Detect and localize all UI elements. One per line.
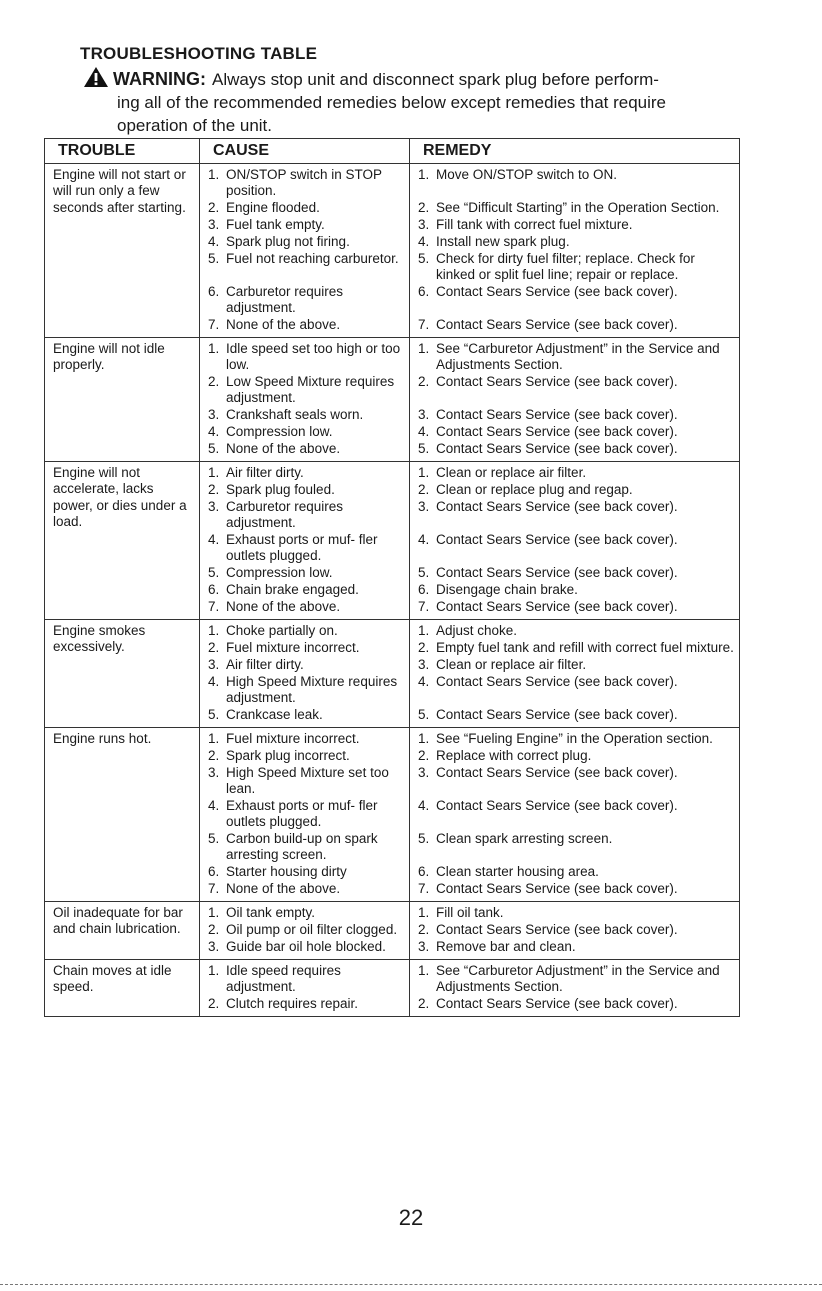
- remedy-item: [418, 657, 735, 674]
- cause-item-number: 5.: [208, 830, 220, 846]
- cause-item: [208, 234, 405, 251]
- cause-item-text: Idle speed requires adjustment.: [226, 962, 341, 994]
- table-row: [45, 163, 740, 337]
- remedy-item: [418, 341, 735, 374]
- remedy-item-number: 1.: [418, 904, 430, 920]
- remedy-item: [418, 963, 735, 996]
- remedy-item-text: Contact Sears Service (see back cover).: [436, 921, 678, 937]
- cause-item-number: 7.: [208, 880, 220, 896]
- cause-item-number: 1.: [208, 340, 220, 356]
- cause-cell: [200, 901, 410, 959]
- remedy-item-number: 5.: [418, 830, 430, 846]
- remedy-item-text: Contact Sears Service (see back cover).: [436, 764, 678, 780]
- remedy-item-number: 1.: [418, 622, 430, 638]
- remedy-item: [418, 482, 735, 499]
- remedy-item-number: 5.: [418, 440, 430, 456]
- cause-cell: [200, 461, 410, 619]
- remedy-item-text: Install new spark plug.: [436, 233, 570, 249]
- cause-item-number: 5.: [208, 706, 220, 722]
- remedy-item: [418, 831, 735, 864]
- cause-item-number: 1.: [208, 730, 220, 746]
- cause-item-number: 4.: [208, 673, 220, 689]
- cause-item-text: Fuel mixture incorrect.: [226, 730, 360, 746]
- remedy-item-text: Contact Sears Service (see back cover).: [436, 423, 678, 439]
- cause-item: [208, 996, 405, 1013]
- cause-item: [208, 465, 405, 482]
- cause-item-number: 6.: [208, 863, 220, 879]
- remedy-item-number: 7.: [418, 598, 430, 614]
- remedy-item-number: 4.: [418, 531, 430, 547]
- cause-item-text: High Speed Mixture set too lean.: [226, 764, 389, 796]
- cause-item-text: None of the above.: [226, 440, 341, 456]
- remedy-item-text: See “Carburetor Adjustment” in the Service and Adjustments Section.: [436, 962, 720, 994]
- cause-item-number: 2.: [208, 373, 220, 389]
- cause-item-text: Crankshaft seals worn.: [226, 406, 364, 422]
- remedy-item-number: 6.: [418, 863, 430, 879]
- cause-item-number: 5.: [208, 440, 220, 456]
- remedy-item: [418, 640, 735, 657]
- warning-label: WARNING:: [113, 69, 206, 89]
- remedy-item: [418, 922, 735, 939]
- remedy-item-number: 2.: [418, 747, 430, 763]
- remedy-item: [418, 532, 735, 565]
- cause-item-number: 4.: [208, 233, 220, 249]
- cause-item-text: Low Speed Mixture requires adjustment.: [226, 373, 395, 405]
- remedy-item-number: 2.: [418, 995, 430, 1011]
- remedy-cell: [410, 337, 740, 461]
- remedy-item-text: Contact Sears Service (see back cover).: [436, 283, 678, 299]
- remedy-item-number: 4.: [418, 797, 430, 813]
- cause-item-text: Spark plug not firing.: [226, 233, 350, 249]
- cause-item: [208, 765, 405, 798]
- cause-item-number: 5.: [208, 564, 220, 580]
- remedy-item: [418, 674, 735, 707]
- remedy-item-text: See “Carburetor Adjustment” in the Service and Adjustments Section.: [436, 340, 720, 372]
- remedy-item-text: Disengage chain brake.: [436, 581, 578, 597]
- remedy-item: [418, 499, 735, 532]
- cause-item: [208, 582, 405, 599]
- table-row: [45, 727, 740, 901]
- remedy-item: [418, 251, 735, 284]
- remedy-item-number: 4.: [418, 673, 430, 689]
- remedy-item: [418, 905, 735, 922]
- remedy-item-text: Contact Sears Service (see back cover).: [436, 498, 678, 514]
- remedy-item-number: 5.: [418, 250, 430, 266]
- cause-item: [208, 939, 405, 956]
- remedy-cell: [410, 619, 740, 727]
- remedy-item-number: 1.: [418, 166, 430, 182]
- cause-item-text: Fuel not reaching carburetor.: [226, 250, 399, 266]
- cause-item-number: 2.: [208, 747, 220, 763]
- remedy-item-number: 2.: [418, 199, 430, 215]
- cause-item-number: 2.: [208, 921, 220, 937]
- cause-item: [208, 217, 405, 234]
- cause-item: [208, 499, 405, 532]
- cause-item-text: None of the above.: [226, 880, 341, 896]
- cause-item: [208, 482, 405, 499]
- remedy-item: [418, 234, 735, 251]
- remedy-item-number: 1.: [418, 340, 430, 356]
- cause-item-number: 2.: [208, 199, 220, 215]
- cause-item-text: Carbon build-up on spark arresting screen.: [226, 830, 378, 862]
- remedy-item-text: Contact Sears Service (see back cover).: [436, 440, 678, 456]
- cause-cell: [200, 619, 410, 727]
- cause-item-number: 1.: [208, 166, 220, 182]
- remedy-cell: [410, 959, 740, 1016]
- remedy-item: [418, 582, 735, 599]
- header-trouble: TROUBLE: [45, 139, 200, 164]
- trouble-cell: Engine will not accelerate, lacks power, or dies under a load.: [45, 461, 200, 619]
- remedy-item-number: 3.: [418, 216, 430, 232]
- cause-item-number: 6.: [208, 581, 220, 597]
- cause-item-number: 1.: [208, 622, 220, 638]
- cause-item: [208, 731, 405, 748]
- cause-item-number: 3.: [208, 938, 220, 954]
- table-body: [45, 163, 740, 1016]
- cause-item-number: 4.: [208, 797, 220, 813]
- trouble-cell: Engine smokes excessively.: [45, 619, 200, 727]
- remedy-item-text: Contact Sears Service (see back cover).: [436, 598, 678, 614]
- table-row: [45, 619, 740, 727]
- header-remedy: REMEDY: [410, 139, 740, 164]
- remedy-cell: [410, 163, 740, 337]
- remedy-item-number: 3.: [418, 656, 430, 672]
- cause-item-text: High Speed Mixture requires adjustment.: [226, 673, 398, 705]
- page-number: 22: [398, 1205, 424, 1230]
- cause-item: [208, 251, 405, 284]
- cause-item-text: Oil pump or oil filter clogged.: [226, 921, 398, 937]
- cause-item: [208, 922, 405, 939]
- remedy-item-number: 7.: [418, 316, 430, 332]
- remedy-item: [418, 424, 735, 441]
- remedy-item-number: 2.: [418, 639, 430, 655]
- remedy-cell: [410, 461, 740, 619]
- cause-item-number: 3.: [208, 656, 220, 672]
- remedy-item-text: Clean or replace plug and regap.: [436, 481, 633, 497]
- cause-cell: [200, 727, 410, 901]
- trouble-cell: Oil inadequate for bar and chain lubrication.: [45, 901, 200, 959]
- cause-item-number: 6.: [208, 283, 220, 299]
- remedy-item-text: Contact Sears Service (see back cover).: [436, 797, 678, 813]
- cause-item-text: Exhaust ports or muf- fler outlets plugged.: [226, 797, 378, 829]
- cause-item-text: Air filter dirty.: [226, 656, 304, 672]
- table-header-row: [45, 139, 740, 164]
- cause-item: [208, 200, 405, 217]
- cause-item-number: 3.: [208, 216, 220, 232]
- remedy-item-text: Clean spark arresting screen.: [436, 830, 613, 846]
- cause-item-number: 4.: [208, 531, 220, 547]
- remedy-item-number: 4.: [418, 423, 430, 439]
- remedy-item: [418, 864, 735, 881]
- cause-item: [208, 707, 405, 724]
- cause-item-number: 7.: [208, 316, 220, 332]
- remedy-item: [418, 748, 735, 765]
- remedy-item-text: Contact Sears Service (see back cover).: [436, 706, 678, 722]
- cause-item-text: ON/STOP switch in STOP position.: [226, 166, 382, 198]
- remedy-item-number: 1.: [418, 730, 430, 746]
- remedy-item-text: Fill tank with correct fuel mixture.: [436, 216, 633, 232]
- remedy-item-text: Contact Sears Service (see back cover).: [436, 406, 678, 422]
- remedy-item-number: 5.: [418, 564, 430, 580]
- remedy-item: [418, 599, 735, 616]
- trouble-cell: Engine will not idle properly.: [45, 337, 200, 461]
- remedy-item-text: See “Difficult Starting” in the Operation Section.: [436, 199, 720, 215]
- cause-item-text: Clutch requires repair.: [226, 995, 359, 1011]
- remedy-item: [418, 465, 735, 482]
- cause-item-number: 3.: [208, 406, 220, 422]
- remedy-item-number: 4.: [418, 233, 430, 249]
- cause-item-text: Choke partially on.: [226, 622, 338, 638]
- cause-item-number: 7.: [208, 598, 220, 614]
- cause-item: [208, 674, 405, 707]
- trouble-cell: Engine runs hot.: [45, 727, 200, 901]
- cause-item-text: Compression low.: [226, 564, 333, 580]
- cause-item: [208, 167, 405, 200]
- header-cause: CAUSE: [200, 139, 410, 164]
- remedy-item-text: Replace with correct plug.: [436, 747, 592, 763]
- cause-item: [208, 905, 405, 922]
- remedy-item-number: 3.: [418, 764, 430, 780]
- table-row: [45, 901, 740, 959]
- remedy-item-text: Empty fuel tank and refill with correct fuel mixture.: [436, 639, 734, 655]
- remedy-item-text: Clean starter housing area.: [436, 863, 599, 879]
- remedy-item-number: 3.: [418, 406, 430, 422]
- remedy-item-text: Remove bar and clean.: [436, 938, 576, 954]
- cause-item-text: None of the above.: [226, 598, 341, 614]
- page-title: TROUBLESHOOTING TABLE: [80, 44, 318, 63]
- cause-item: [208, 963, 405, 996]
- remedy-item: [418, 167, 735, 200]
- cause-item: [208, 284, 405, 317]
- cause-item-number: 2.: [208, 481, 220, 497]
- cause-item-number: 1.: [208, 962, 220, 978]
- cause-item: [208, 798, 405, 831]
- cause-item-text: Exhaust ports or muf- fler outlets plugged.: [226, 531, 378, 563]
- remedy-item-number: 6.: [418, 283, 430, 299]
- cause-item-number: 4.: [208, 423, 220, 439]
- cause-item-text: Starter housing dirty: [226, 863, 347, 879]
- trouble-cell: Chain moves at idle speed.: [45, 959, 200, 1016]
- cause-item: [208, 374, 405, 407]
- remedy-item-number: 6.: [418, 581, 430, 597]
- remedy-item-number: 1.: [418, 464, 430, 480]
- cause-item: [208, 599, 405, 616]
- cause-item-text: None of the above.: [226, 316, 341, 332]
- cause-item-text: Spark plug incorrect.: [226, 747, 350, 763]
- cause-item: [208, 623, 405, 640]
- remedy-item: [418, 623, 735, 640]
- cause-item-number: 1.: [208, 904, 220, 920]
- remedy-item: [418, 765, 735, 798]
- remedy-item-text: Contact Sears Service (see back cover).: [436, 995, 678, 1011]
- remedy-item: [418, 881, 735, 898]
- cause-item-text: Air filter dirty.: [226, 464, 304, 480]
- cause-item: [208, 424, 405, 441]
- cause-item-text: Oil tank empty.: [226, 904, 316, 920]
- table-row: [45, 337, 740, 461]
- warning-triangle-icon: [83, 66, 109, 88]
- remedy-item-text: Contact Sears Service (see back cover).: [436, 564, 678, 580]
- trouble-cell: Engine will not start or will run only a few seconds after starting.: [45, 163, 200, 337]
- cause-cell: [200, 959, 410, 1016]
- remedy-item-number: 2.: [418, 921, 430, 937]
- cause-item-text: Engine flooded.: [226, 199, 320, 215]
- remedy-cell: [410, 727, 740, 901]
- remedy-item-number: 2.: [418, 373, 430, 389]
- cause-item-text: Crankcase leak.: [226, 706, 323, 722]
- cause-item-text: Spark plug fouled.: [226, 481, 335, 497]
- cause-item: [208, 441, 405, 458]
- cause-item: [208, 317, 405, 334]
- remedy-item-text: Fill oil tank.: [436, 904, 504, 920]
- cause-item-number: 2.: [208, 995, 220, 1011]
- remedy-item: [418, 731, 735, 748]
- remedy-item-text: Move ON/STOP switch to ON.: [436, 166, 618, 182]
- remedy-item-number: 2.: [418, 481, 430, 497]
- remedy-item: [418, 798, 735, 831]
- cause-item-number: 1.: [208, 464, 220, 480]
- cause-cell: [200, 337, 410, 461]
- remedy-item: [418, 441, 735, 458]
- cause-item: [208, 831, 405, 864]
- remedy-item-number: 5.: [418, 706, 430, 722]
- remedy-item-text: Check for dirty fuel filter; replace. Check for kinked or split fuel line; repair or replace.: [436, 250, 695, 282]
- cause-item: [208, 565, 405, 582]
- cause-item: [208, 748, 405, 765]
- cause-item: [208, 532, 405, 565]
- remedy-item-number: 3.: [418, 938, 430, 954]
- cause-item-number: 3.: [208, 498, 220, 514]
- cause-item: [208, 407, 405, 424]
- remedy-item-text: Contact Sears Service (see back cover).: [436, 673, 678, 689]
- cause-item: [208, 640, 405, 657]
- cause-item-number: 5.: [208, 250, 220, 266]
- warning-text-line-1: Always stop unit and disconnect spark plug before perform-: [212, 70, 659, 89]
- table-row: [45, 461, 740, 619]
- bottom-rule: [0, 1284, 822, 1285]
- warning-notice: [83, 66, 743, 137]
- cause-item: [208, 881, 405, 898]
- remedy-item-text: Contact Sears Service (see back cover).: [436, 880, 678, 896]
- cause-item: [208, 341, 405, 374]
- remedy-item: [418, 565, 735, 582]
- cause-cell: [200, 163, 410, 337]
- cause-item-text: Idle speed set too high or too low.: [226, 340, 401, 372]
- warning-text-line-2: ing all of the recommended remedies below except remedies that require: [117, 93, 667, 112]
- remedy-item-text: Contact Sears Service (see back cover).: [436, 373, 678, 389]
- remedy-item-text: See “Fueling Engine” in the Operation section.: [436, 730, 713, 746]
- remedy-item: [418, 407, 735, 424]
- cause-item-text: Compression low.: [226, 423, 333, 439]
- remedy-item: [418, 939, 735, 956]
- remedy-item: [418, 200, 735, 217]
- cause-item-text: Fuel tank empty.: [226, 216, 325, 232]
- remedy-item: [418, 707, 735, 724]
- remedy-item-text: Contact Sears Service (see back cover).: [436, 531, 678, 547]
- remedy-item-number: 3.: [418, 498, 430, 514]
- remedy-item-text: Clean or replace air filter.: [436, 656, 587, 672]
- remedy-cell: [410, 901, 740, 959]
- cause-item: [208, 864, 405, 881]
- remedy-item: [418, 374, 735, 407]
- remedy-item-number: 7.: [418, 880, 430, 896]
- troubleshooting-table: [44, 138, 740, 1017]
- cause-item-text: Chain brake engaged.: [226, 581, 359, 597]
- remedy-item-text: Clean or replace air filter.: [436, 464, 587, 480]
- remedy-item-text: Contact Sears Service (see back cover).: [436, 316, 678, 332]
- cause-item-text: Carburetor requires adjustment.: [226, 498, 344, 530]
- cause-item-number: 3.: [208, 764, 220, 780]
- remedy-item-text: Adjust choke.: [436, 622, 518, 638]
- remedy-item-number: 1.: [418, 962, 430, 978]
- cause-item-number: 2.: [208, 639, 220, 655]
- remedy-item: [418, 317, 735, 334]
- warning-text-line-3: operation of the unit.: [117, 116, 273, 135]
- cause-item-text: Carburetor requires adjustment.: [226, 283, 344, 315]
- cause-item-text: Fuel mixture incorrect.: [226, 639, 360, 655]
- cause-item-text: Guide bar oil hole blocked.: [226, 938, 386, 954]
- remedy-item: [418, 217, 735, 234]
- cause-item: [208, 657, 405, 674]
- table-row: [45, 959, 740, 1016]
- remedy-item: [418, 284, 735, 317]
- remedy-item: [418, 996, 735, 1013]
